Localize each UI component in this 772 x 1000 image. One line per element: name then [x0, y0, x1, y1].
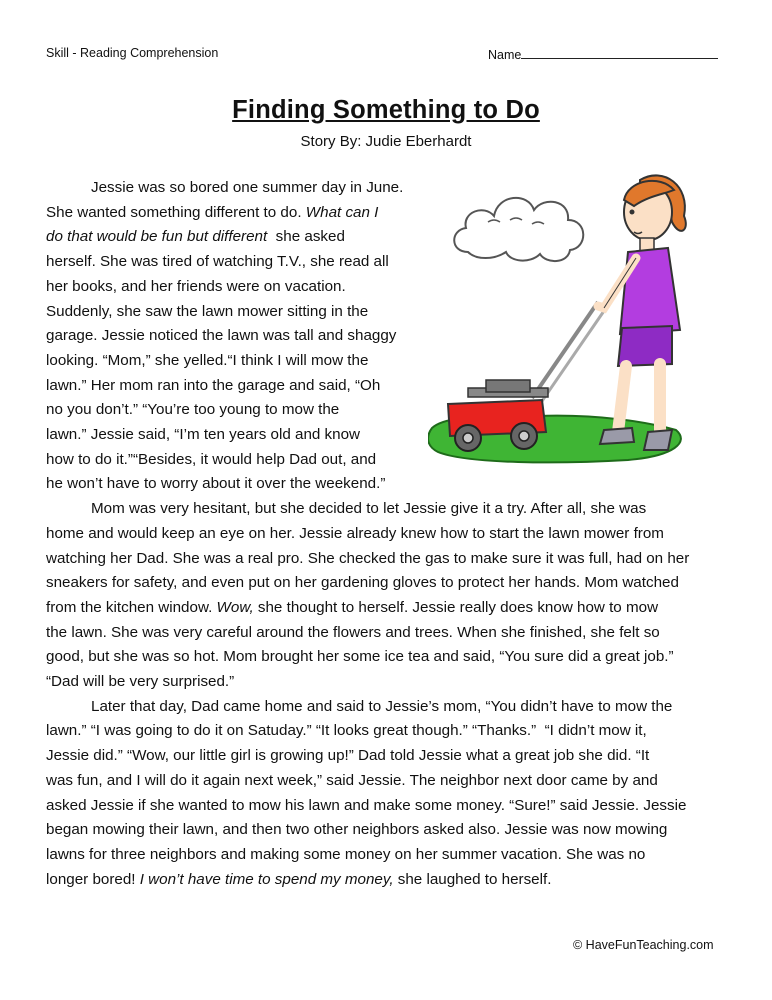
- story-line: was fun, and I will do it again next week,” said Jessie. The neighbor next door came by and: [46, 771, 658, 789]
- story-paragraph-2: [46, 497, 727, 695]
- story-line: began mowing their lawn, and then two other neighbors asked also. Jessie was now mowing: [46, 821, 668, 839]
- story-text: longer bored!: [46, 870, 140, 888]
- story-body: [46, 176, 727, 892]
- story-thought-italic: I won’t have time to spend my money,: [139, 870, 394, 888]
- story-line: looking. “Mom,” she yelled.“I think I will mow the: [46, 351, 369, 369]
- story-line: watching her Dad. She was a real pro. She checked the gas to make sure it was full, had on her: [46, 549, 690, 567]
- story-byline: Story By: Judie Eberhardt: [300, 133, 472, 150]
- name-blank-line[interactable]: [521, 46, 718, 59]
- story-text: she laughed to herself.: [393, 870, 552, 888]
- story-line: he won’t have to worry about it over the weekend.”: [46, 475, 386, 493]
- story-line: good, but she was so hot. Mom brought her some ice tea and said, “You sure did a great job.”: [46, 648, 674, 666]
- story-text: She wanted something different to do.: [46, 203, 306, 221]
- story-text: she asked: [267, 228, 345, 246]
- story-line: lawn.” “I was going to do it on Satuday.” “It looks great though.” “Thanks.” “I didn’t mow it,: [46, 722, 647, 740]
- name-field[interactable]: [488, 46, 718, 62]
- story-line: no you don’t.” “You’re too young to mow the: [46, 401, 340, 419]
- story-line: asked Jessie if she wanted to mow his lawn and make some money. “Sure!” said Jessie. Jessie: [46, 796, 687, 814]
- name-label: Name: [488, 48, 522, 62]
- story-text: she thought to herself. Jessie really does know how to mow: [253, 598, 659, 616]
- story-line: lawns for three neighbors and making some money on her summer vacation. She was no: [46, 845, 646, 863]
- story-line: garage. Jessie noticed the lawn was tall and shaggy: [46, 327, 397, 345]
- story-thought-italic: Wow,: [216, 598, 254, 616]
- story-line: the lawn. She was very careful around the flowers and trees. When she finished, she felt so: [46, 623, 660, 641]
- story-line: [46, 596, 727, 621]
- story-line: lawn.” Her mom ran into the garage and said, “Oh: [46, 376, 381, 394]
- story-line: Mom was very hesitant, but she decided to let Jessie give it a try. After all, she was: [91, 500, 647, 518]
- story-line: herself. She was tired of watching T.V., she read all: [46, 253, 389, 271]
- story-line: [46, 225, 727, 250]
- skill-label: Skill - Reading Comprehension: [46, 46, 219, 60]
- story-paragraph-3: [46, 695, 727, 893]
- story-line: Later that day, Dad came home and said to Jessie’s mom, “You didn’t have to mow the: [91, 697, 673, 715]
- copyright-footer: © HaveFunTeaching.com: [573, 938, 714, 952]
- story-line: lawn.” Jessie said, “I’m ten years old and know: [46, 426, 361, 444]
- story-line: how to do it.”“Besides, it would help Dad out, and: [46, 450, 377, 468]
- story-line: home and would keep an eye on her. Jessie already knew how to start the lawn mower from: [46, 524, 664, 542]
- story-thought-italic: What can I: [305, 203, 379, 221]
- story-title: Finding Something to Do: [232, 96, 540, 124]
- story-text: from the kitchen window.: [46, 598, 217, 616]
- story-thought-italic: do that would be fun but different: [46, 228, 268, 246]
- story-paragraph-1: [46, 176, 727, 497]
- story-line: Jessie was so bored one summer day in June.: [91, 179, 404, 196]
- story-line: her books, and her friends were on vacation.: [46, 277, 346, 295]
- story-line: “Dad will be very surprised.”: [46, 673, 235, 691]
- story-line: Suddenly, she saw the lawn mower sitting in the: [46, 302, 369, 320]
- story-line: Jessie did.” “Wow, our little girl is growing up!” Dad told Jessie what a great job she did. “It: [46, 747, 650, 765]
- story-line: sneakers for safety, and even put on her gardening gloves to protect her hands. Mom watched: [46, 574, 679, 592]
- story-line: [46, 868, 727, 893]
- story-line: [46, 201, 727, 226]
